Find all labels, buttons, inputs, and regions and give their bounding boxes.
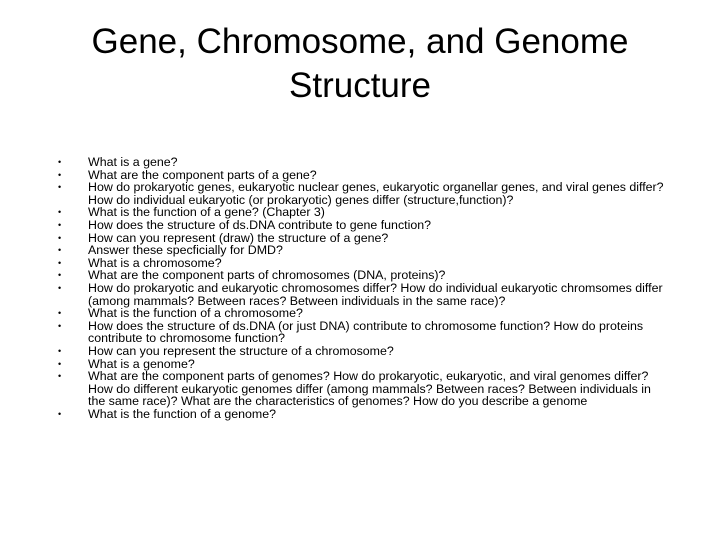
bullet-text: How do prokaryotic and eukaryotic chromosomes differ? How do individual eukaryotic chromsomes differ (among mammals? Between races? Between individuals in the same race)?	[88, 280, 663, 308]
bullet-icon: •	[58, 232, 62, 243]
bullet-text: Answer these specficially for DMD?	[88, 243, 283, 258]
bullet-text: What is the function of a chromosome?	[88, 306, 303, 321]
bullet-icon: •	[58, 245, 62, 256]
bullet-item	[55, 408, 670, 421]
bullet-icon: •	[58, 219, 62, 230]
bullet-text: What are the component parts of chromosomes (DNA, proteins)?	[88, 268, 446, 283]
bullet-text: What is the function of a gene? (Chapter 3)	[88, 205, 325, 220]
bullet-item	[55, 181, 670, 206]
bullet-item	[55, 370, 670, 408]
bullet-icon: •	[58, 207, 62, 218]
bullet-text: How do prokaryotic genes, eukaryotic nuclear genes, eukaryotic organellar genes, and viral genes differ? How do individual eukaryotic (or prokaryotic) genes differ (structure,function)?	[88, 180, 664, 207]
bullet-text: What are the component parts of genomes? How do prokaryotic, eukaryotic, and viral genomes differ? How do different eukaryotic genomes differ (among mammals? Between races? Between individuals in the same race)? What are the characteristics of genomes? How do you describe a genome	[88, 369, 651, 409]
bullet-icon: •	[58, 270, 62, 281]
bullet-text: How does the structure of ds.DNA contribute to gene function?	[88, 217, 432, 232]
bullet-text: How does the structure of ds.DNA (or just DNA) contribute to chromosome function? How do proteins contribute to chromosome function?	[88, 318, 644, 346]
bullet-item	[55, 320, 670, 345]
bullet-text: What is a gene?	[88, 155, 178, 169]
bullet-icon: •	[58, 358, 62, 369]
bullet-text: What is a genome?	[88, 356, 195, 371]
bullet-icon: •	[58, 320, 62, 331]
bullet-icon: •	[58, 371, 62, 382]
bullet-text: What is the function of a genome?	[88, 406, 277, 421]
bullet-icon: •	[58, 345, 62, 356]
bullet-icon: •	[58, 157, 62, 167]
bullet-text: What are the component parts of a gene?	[88, 167, 317, 182]
slide-title: Gene, Chromosome, and Genome Structure	[91, 22, 629, 105]
bullet-icon: •	[58, 408, 62, 419]
bullet-icon: •	[58, 282, 62, 293]
bullet-list	[55, 156, 670, 420]
bullet-icon: •	[58, 182, 62, 193]
bullet-text: How can you represent (draw) the structure of a gene?	[88, 230, 389, 245]
bullet-icon: •	[58, 169, 62, 180]
bullet-text: How can you represent the structure of a chromosome?	[88, 343, 394, 358]
bullet-text: What is a chromosome?	[88, 255, 222, 270]
bullet-item	[55, 282, 670, 307]
bullet-icon: •	[58, 257, 62, 268]
bullet-icon: •	[58, 308, 62, 319]
